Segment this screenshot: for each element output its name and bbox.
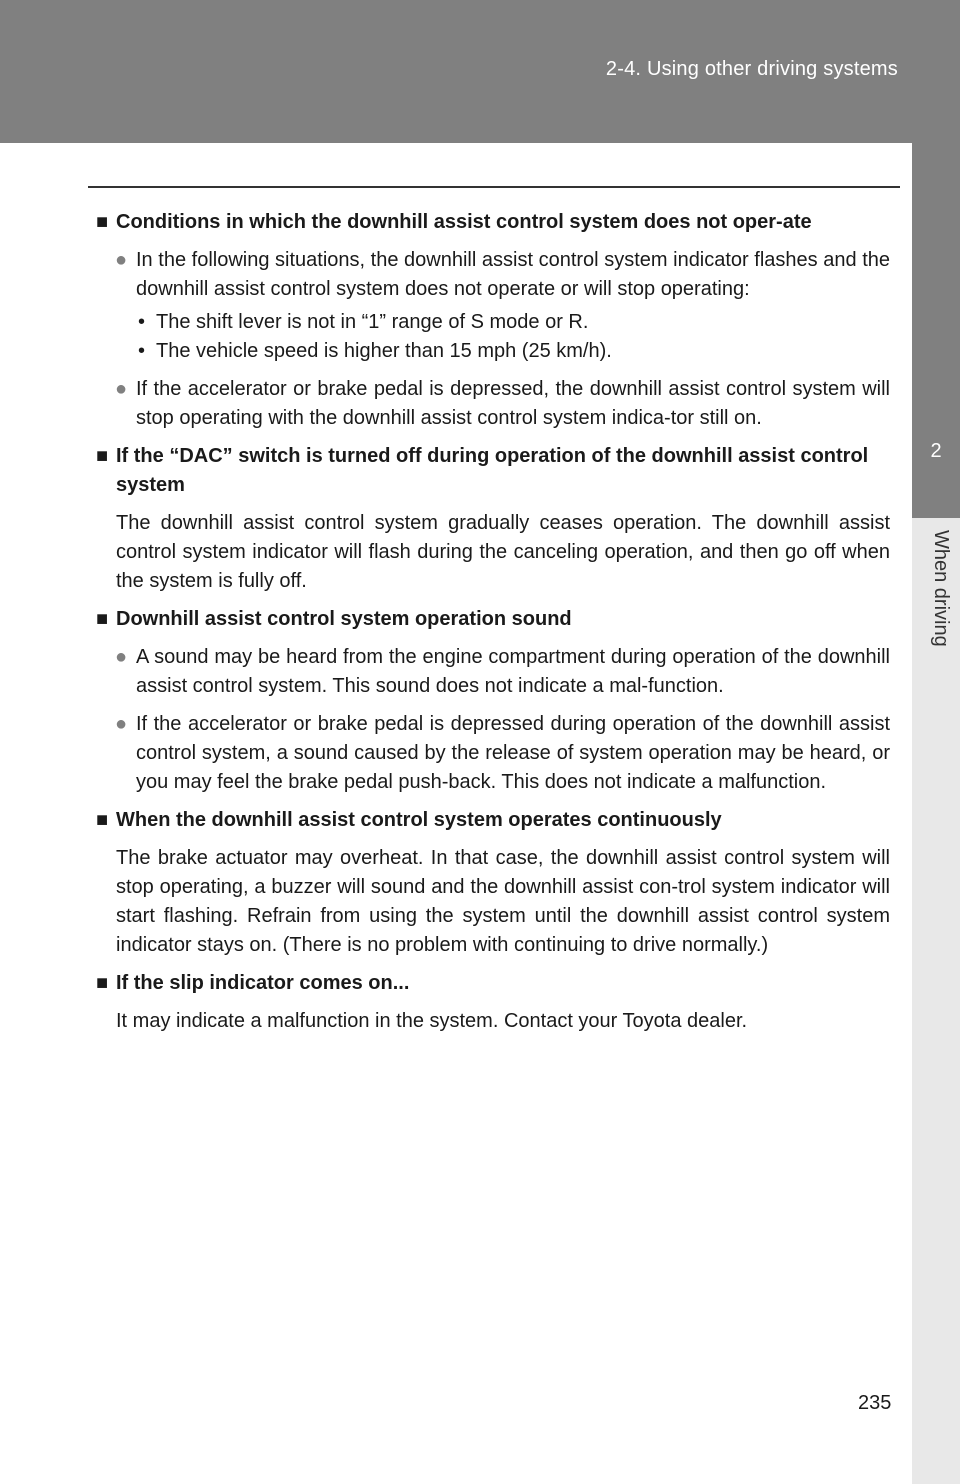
- section-heading: ■ Conditions in which the downhill assist control system does not oper-ate: [96, 208, 890, 237]
- heading-marker: ■: [96, 809, 109, 831]
- section-paragraph: The downhill assist control system gradually ceases operation. The downhill assist control system indicator will flash during the canceling operation, and then go off when the system is fully off.: [116, 512, 890, 592]
- section-heading: ■ If the “DAC” switch is turned off during operation of the downhill assist control system: [96, 442, 890, 500]
- bullet-marker: ●: [115, 249, 128, 271]
- chapter-label-tab: [912, 518, 960, 1484]
- bullet-marker: ●: [115, 646, 128, 668]
- bullet-item: ● In the following situations, the downhill assist control system indicator flashes and the downhill assist control system does not operate or will stop operating:: [96, 246, 890, 304]
- section-paragraph: It may indicate a malfunction in the system. Contact your Toyota dealer.: [116, 1010, 748, 1032]
- bullet-item: ● If the accelerator or brake pedal is depressed, the downhill assist control system will stop operating with the downhill assist control system indica-tor still on.: [96, 375, 890, 433]
- header-rule: [88, 186, 900, 188]
- sub-item: • The shift lever is not in “1” range of S mode or R.: [138, 311, 589, 333]
- page-number: 235: [858, 1392, 892, 1414]
- sub-item: • The vehicle speed is higher than 15 mph (25 km/h).: [138, 340, 612, 362]
- heading-marker: ■: [96, 211, 109, 233]
- bullet-item: ● A sound may be heard from the engine compartment during operation of the downhill assist control system. This sound does not indicate a mal-function.: [96, 643, 890, 701]
- bullet-item: ● If the accelerator or brake pedal is depressed during operation of the downhill assist control system, a sound caused by the release of system operation may be heard, or you may feel the brake pedal push-back. This does not indicate a malfunction.: [96, 710, 890, 797]
- heading-marker: ■: [96, 445, 109, 467]
- section-heading: ■ If the slip indicator comes on...: [96, 969, 890, 998]
- heading-marker: ■: [96, 608, 109, 630]
- chapter-label: When driving: [930, 530, 952, 647]
- section-heading: ■ When the downhill assist control system operates continuously: [96, 806, 890, 835]
- bullet-marker: ●: [115, 713, 128, 735]
- section-paragraph: The brake actuator may overheat. In that case, the downhill assist control system will stop operating, a buzzer will sound and the downhill assist con-trol system indicator will start flashing. Refrain from using the system until the downhill assist control system indicator stays on. (There is no problem with continuing to drive normally.): [116, 847, 890, 956]
- section-title: 2-4. Using other driving systems: [605, 58, 898, 80]
- heading-marker: ■: [96, 972, 109, 994]
- chapter-number: 2: [930, 440, 942, 462]
- sub-list: [96, 308, 890, 366]
- page-content: [96, 208, 890, 1045]
- page-header: [0, 0, 960, 143]
- section-heading: ■ Downhill assist control system operation sound: [96, 605, 890, 634]
- bullet-marker: ●: [115, 378, 128, 400]
